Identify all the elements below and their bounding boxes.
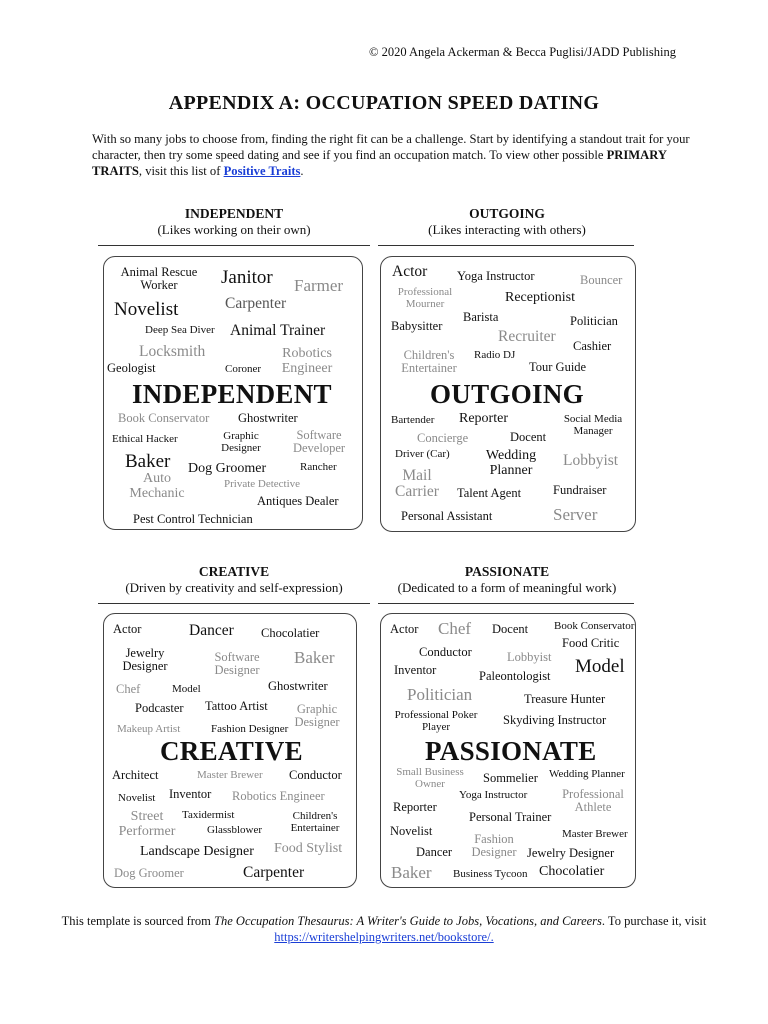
word: Carpenter [225,295,287,312]
word: Locksmith [139,343,206,360]
word: Reporter [459,411,508,426]
word: Food Stylist [274,841,343,856]
word: Bouncer [580,273,623,287]
intro-text-mid: , visit this list of [138,164,224,178]
word: Animal Trainer [230,322,326,339]
word: Deep Sea Diver [145,324,215,336]
word: Professional Mourner [397,286,453,310]
section-subheading: (Dedicated to a form of meaningful work) [397,580,617,595]
word: Master Brewer [197,769,263,781]
word: Software Designer [214,650,260,678]
bookstore-link[interactable]: https://writershelpingwriters.net/bookstore/. [274,930,494,944]
word: Geologist [107,361,156,375]
outgoing-section-header [382,206,632,238]
word: Docent [492,622,529,636]
word: Docent [510,430,547,444]
word: Dancer [416,845,453,859]
page-title: APPENDIX A: OCCUPATION SPEED DATING [168,92,600,114]
footer-text-end: . To purchase it, visit [601,914,707,928]
copyright-notice: © 2020 Angela Ackerman & Becca Puglisi/JADD Publishing [368,45,676,59]
positive-traits-link[interactable]: Positive Traits [223,164,301,178]
section-subheading: (Likes working on their own) [157,222,311,237]
word: Lobbyist [507,650,552,664]
word: Actor [392,263,428,280]
word: Tour Guide [529,360,587,374]
word: Yoga Instructor [457,269,535,283]
word: Politician [570,314,618,328]
word: Architect [112,768,159,782]
word: Skydiving Instructor [503,713,607,727]
word: Yoga Instructor [459,789,528,801]
word: Novelist [390,824,433,838]
word: Dog Groomer [114,866,184,880]
word: Sommelier [483,771,538,785]
word: Graphic Designer [294,702,340,730]
word: Driver (Car) [395,448,450,460]
outgoing-word-cloud [380,256,636,532]
word: Wedding Planner [549,768,625,780]
word: Auto Mechanic [129,471,185,501]
word: Chef [438,619,472,638]
word: Landscape Designer [140,844,254,859]
word: Animal Rescue Worker [120,265,198,293]
word: Dancer [189,622,234,639]
creative-section-header [100,564,368,596]
source-footer [0,913,768,945]
word: Jewelry Designer [527,846,615,860]
center-word: PASSIONATE [425,736,597,766]
word: Professional Athlete [562,787,624,815]
word: Pest Control Technician [133,512,253,526]
word: Chef [116,682,141,696]
section-divider [98,603,370,604]
word: Rancher [300,461,337,473]
section-subheading: (Driven by creativity and self-expression) [125,580,343,595]
section-heading: OUTGOING [469,206,545,221]
word: Fundraiser [553,483,607,497]
word: Baker [125,451,171,472]
section-heading: PASSIONATE [464,564,550,579]
word: Antiques Dealer [257,494,339,508]
independent-word-cloud [103,256,363,530]
section-divider [98,245,370,246]
word: Inventor [169,787,212,801]
word: Janitor [221,267,273,288]
section-subheading: (Likes interacting with others) [428,222,586,237]
word: Private Detective [224,478,301,490]
word: Food Critic [562,636,620,650]
word: Small Business Owner [396,766,464,790]
word: Ghostwriter [238,411,298,425]
word: Software Developer [292,428,346,456]
section-divider [378,245,634,246]
word: Cashier [573,339,612,353]
word: Actor [113,622,142,636]
word: Politician [407,685,473,704]
word: Inventor [394,663,437,677]
word: Mail Carrier [395,467,439,501]
word: Baker [391,863,432,882]
word: Bartender [391,414,435,426]
word: Dog Groomer [188,461,267,476]
word: Business Tycoon [453,868,528,880]
word: Model [575,656,625,677]
word: Robotics Engineer [281,346,333,376]
word: Chocolatier [261,626,320,640]
word: Wedding Planner [485,448,537,478]
word: Babysitter [391,319,443,333]
passionate-section-header [382,564,632,596]
word: Carpenter [243,864,305,881]
word: Fashion Designer [211,723,289,735]
independent-section-header [100,206,368,238]
word: Actor [390,622,419,636]
word: Model [172,683,201,695]
word: Ghostwriter [268,679,328,693]
word: Taxidermist [182,809,235,821]
passionate-word-cloud [380,613,636,888]
word: Receptionist [505,290,575,305]
word: Personal Assistant [401,509,493,523]
word: Conductor [419,645,472,659]
word: Children's Entertainer [401,348,457,376]
word: Radio DJ [474,349,516,361]
primary-traits-label: PRIMARY TRAITS [92,148,667,178]
center-word: INDEPENDENT [132,379,332,409]
section-heading: INDEPENDENT [184,206,284,221]
word: Lobbyist [563,452,619,469]
section-divider [378,603,634,604]
word: Concierge [417,431,469,445]
word: Master Brewer [562,828,628,840]
footer-text: This template is sourced from [61,914,215,928]
creative-word-cloud [103,613,357,888]
word: Novelist [114,299,179,320]
word: Reporter [393,800,437,814]
section-heading: CREATIVE [198,564,270,579]
word: Robotics Engineer [232,789,325,803]
word: Farmer [294,276,344,295]
intro-paragraph [92,131,692,179]
word: Glassblower [207,824,262,836]
word: Server [553,505,598,524]
word: Paleontologist [479,669,551,683]
word: Ethical Hacker [112,433,178,445]
word: Makeup Artist [117,723,181,735]
word: Jewelry Designer [122,646,168,674]
word: Children's Entertainer [290,810,340,834]
word: Recruiter [498,328,556,345]
word: Book Conservator [554,620,635,632]
word: Professional Poker Player [394,709,478,733]
center-word: CREATIVE [160,736,303,766]
word: Conductor [289,768,342,782]
word: Street Performer [118,809,176,839]
book-title: The Occupation Thesaurus: A Writer's Guide to Jobs, Vocations, and Careers [214,914,602,928]
word: Novelist [118,792,156,804]
intro-text: With so many jobs to choose from, finding the right fit can be a challenge. Start by identifying a standout trait for your character, then try some speed dating and see if you find an occupation match. To view other possible [92,132,690,162]
word: Tattoo Artist [205,699,268,713]
word: Graphic Designer [221,430,261,454]
word: Coroner [225,363,262,375]
intro-text-end: . [300,164,304,178]
word: Book Conservator [118,411,210,425]
word: Fashion Designer [471,832,517,860]
word: Baker [294,648,335,667]
word: Chocolatier [539,864,605,879]
word: Talent Agent [457,486,522,500]
word: Podcaster [135,701,184,715]
center-word: OUTGOING [430,379,584,409]
word: Barista [463,310,499,324]
word: Treasure Hunter [524,692,606,706]
word: Personal Trainer [469,810,552,824]
word: Social Media Manager [563,413,623,437]
